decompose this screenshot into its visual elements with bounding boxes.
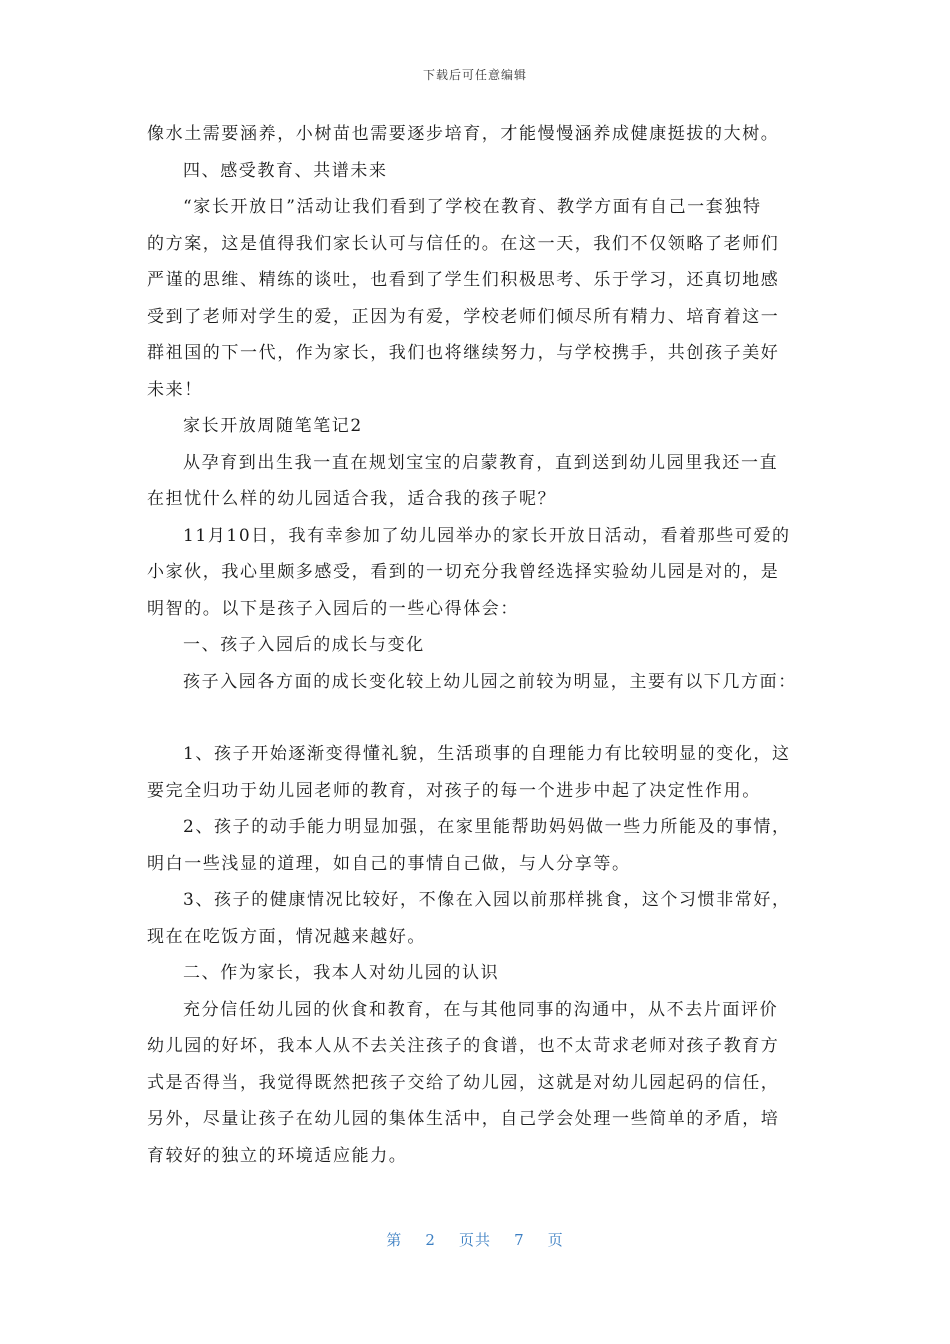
list-item: 1、孩子开始逐渐变得懂礼貌，生活琐事的自理能力有比较明显的变化，这: [183, 744, 791, 764]
page-number-footer: [0, 1229, 950, 1250]
total-pages-number: 7: [514, 1231, 525, 1249]
blank-line: [147, 700, 807, 736]
paragraph-line: “家长开放日”活动让我们看到了学校在教育、教学方面有自己一套独特: [183, 197, 762, 217]
paragraph-line: 明白一些浅显的道理，如自己的事情自己做，与人分享等。: [147, 853, 631, 874]
paragraph-line: 群祖国的下一代，作为家长，我们也将继续努力，与学校携手，共创孩子美好: [147, 343, 780, 363]
section-heading: 四、感受教育、共谱未来: [183, 160, 388, 181]
paragraph-line: 的方案，这是值得我们家长认可与信任的。在这一天，我们不仅领略了老师们: [147, 233, 780, 254]
paragraph-line: 要完全归功于幼儿园老师的教育，对孩子的每一个进步中起了决定性作用。: [147, 780, 761, 801]
paragraph-line: 11月10日，我有幸参加了幼儿园举办的家长开放日活动，看着那些可爱的: [183, 525, 791, 546]
list-item: 2、孩子的动手能力明显加强，在家里能帮助妈妈做一些力所能及的事情，: [183, 817, 791, 837]
list-item: 3、孩子的健康情况比较好，不像在入园以前那样挑食，这个习惯非常好，: [183, 890, 791, 910]
paragraph-line: 像水土需要涵养，小树苗也需要逐步培育，才能慢慢涵养成健康挺拔的大树。: [147, 124, 780, 144]
current-page-number: 2: [425, 1231, 436, 1249]
paragraph-line: 严谨的思维、精练的谈吐，也看到了学生们积极思考、乐于学习，还真切地感: [147, 270, 780, 290]
section-heading: 一、孩子入园后的成长与变化: [183, 635, 425, 655]
footer-middle: 页共: [458, 1231, 491, 1249]
paragraph-line: 受到了老师对学生的爱，正因为有爱，学校老师们倾尽所有精力、培育着这一: [147, 306, 780, 327]
paragraph-line: 式是否得当，我觉得既然把孩子交给了幼儿园，这就是对幼儿园起码的信任，: [147, 1072, 780, 1093]
paragraph-line: 在担忧什么样的幼儿园适合我，适合我的孩子呢？: [147, 489, 557, 509]
article-title: 家长开放周随笔笔记2: [183, 416, 363, 436]
paragraph-line: 幼儿园的好坏，我本人从不去关注孩子的食谱，也不太苛求老师对孩子教育方: [147, 1036, 780, 1056]
paragraph-line: 现在在吃饭方面，情况越来越好。: [147, 926, 426, 947]
paragraph-line: 充分信任幼儿园的伙食和教育，在与其他同事的沟通中，从不去片面评价: [183, 999, 779, 1020]
paragraph-line: 另外，尽量让孩子在幼儿园的集体生活中，自己学会处理一些简单的矛盾，培: [147, 1109, 780, 1129]
page-header-note: 下载后可任意编辑: [422, 68, 527, 82]
section-heading: 二、作为家长，我本人对幼儿园的认识: [183, 963, 500, 983]
paragraph-line: 从孕育到出生我一直在规划宝宝的启蒙教育，直到送到幼儿园里我还一直: [183, 452, 779, 473]
paragraph-line: 孩子入园各方面的成长变化较上幼儿园之前较为明显，主要有以下几方面：: [183, 671, 797, 692]
paragraph-line: 育较好的独立的环境适应能力。: [147, 1145, 408, 1166]
paragraph-line: 明智的。以下是孩子入园后的一些心得体会：: [147, 598, 519, 619]
paragraph-line: 小家伙，我心里颇多感受，看到的一切充分我曾经选择实验幼儿园是对的，是: [147, 562, 780, 582]
paragraph-line: 未来！: [147, 379, 203, 400]
footer-prefix: 第: [386, 1231, 403, 1249]
document-body: [147, 116, 807, 1174]
footer-suffix: 页: [547, 1231, 564, 1249]
